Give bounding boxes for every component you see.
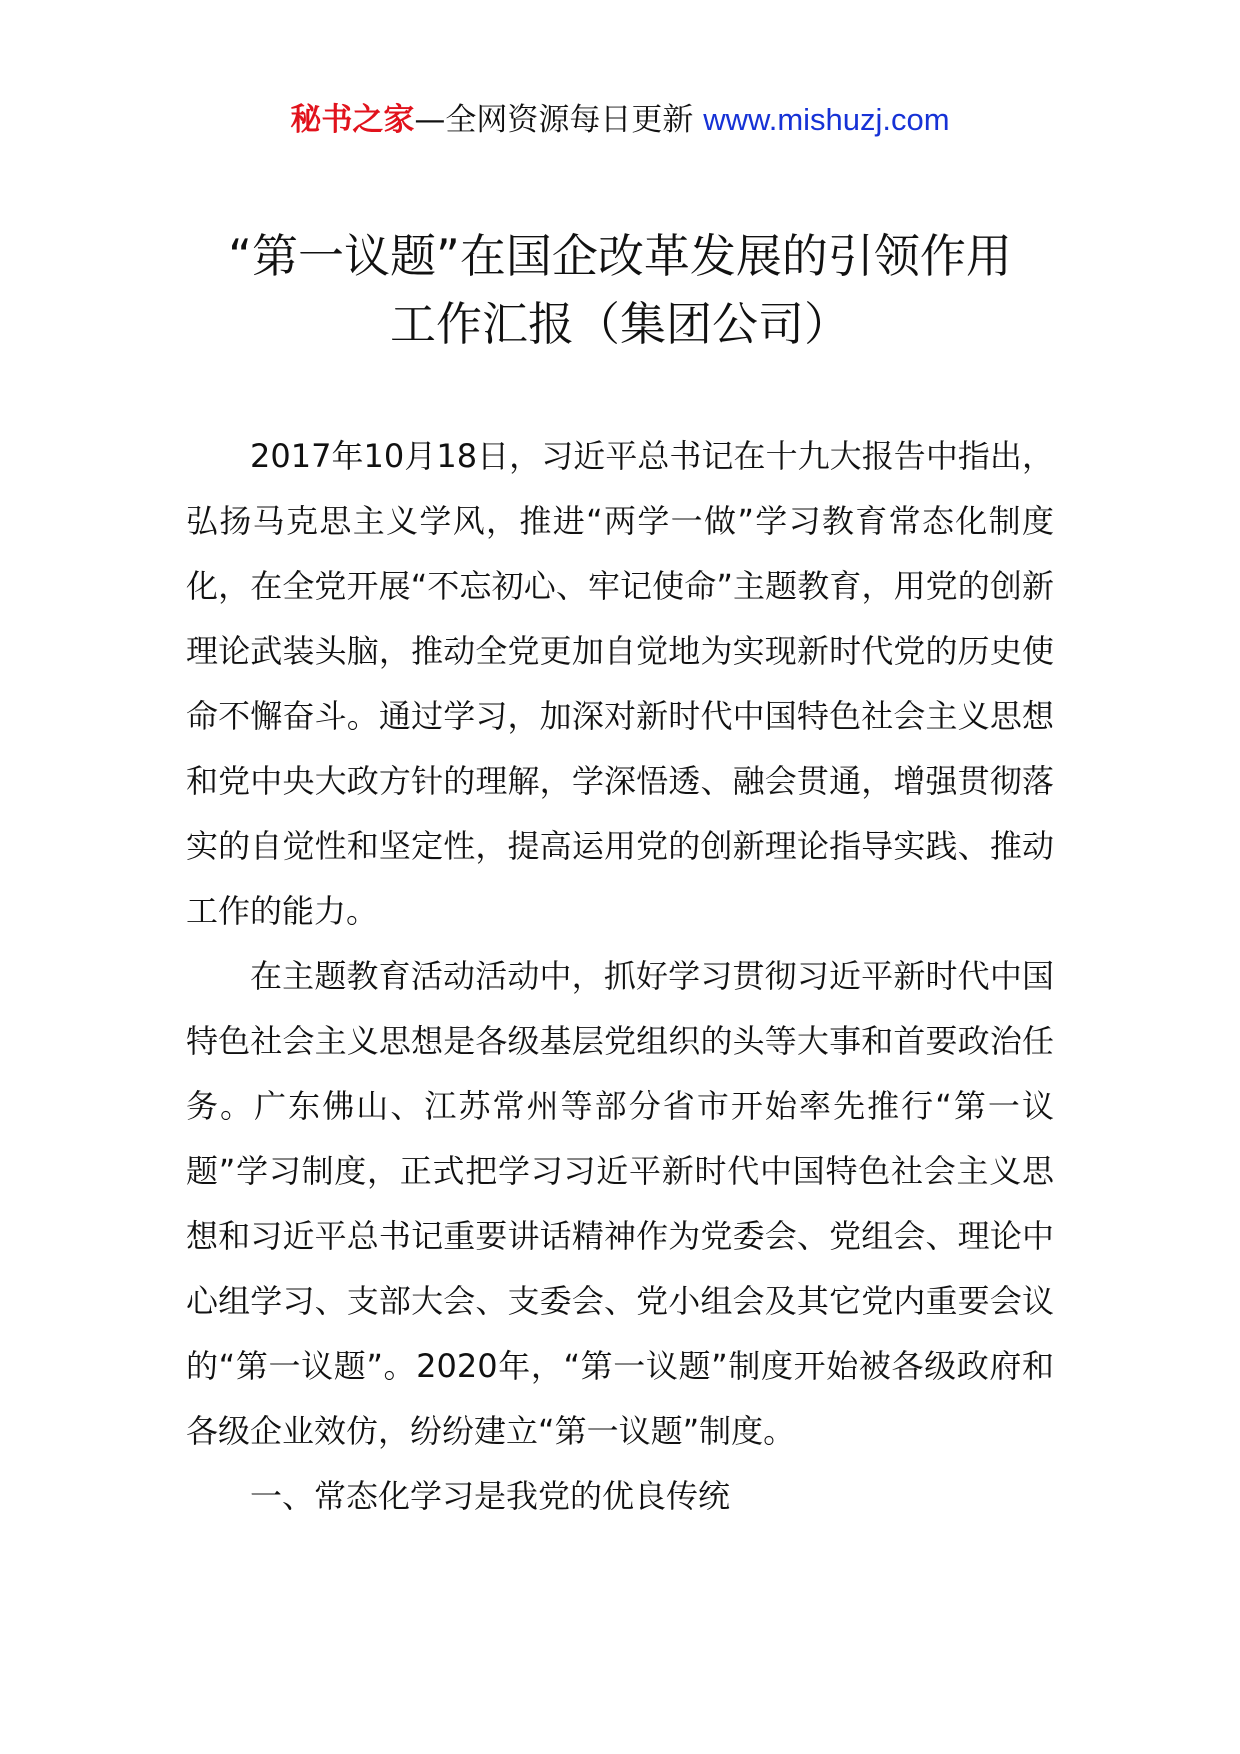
brand-name: 秘书之家 (290, 102, 415, 138)
title-line-2: 工作汇报（集团公司） (390, 297, 850, 351)
header-slogan: —全网资源每日更新 (414, 102, 694, 138)
paragraph-2: 在主题教育活动活动中，抓好学习贯彻习近平新时代中国特色社会主义思想是各级基层党组织的头等大事和首要政治任务。广东佛山、江苏常州等部分省市开始率先推行“第一议题”学习制度，正式把学习习近平新时代中国特色社会主义思想和习近平总书记重要讲话精神作为党委会、党组会、理论中心组学习、支部大会、支委会、党小组会及其它党内重要会议的“第一议题”。2020年，“第一议题”制度开始被各级政府和各级企业效仿，纷纷建立“第一议题”制度。 (186, 957, 1054, 1450)
paragraph-1: 2017年10月18日，习近平总书记在十九大报告中指出，弘扬马克思主义学风，推进“两学一做”学习教育常态化制度化，在全党开展“不忘初心、牢记使命”主题教育，用党的创新理论武装头脑，推动全党更加自觉地为实现新时代党的历史使命不懈奋斗。通过学习，加深对新时代中国特色社会主义思想和党中央大政方针的理解，学深悟透、融会贯通，增强贯彻落实的自觉性和坚定性，提高运用党的创新理论指导实践、推动工作的能力。 (186, 437, 1054, 930)
document-title (0, 222, 1240, 358)
site-url-link[interactable]: www.mishuzj.com (703, 102, 950, 137)
title-line-1: “第一议题”在国企改革发展的引领作用 (228, 229, 1012, 283)
section-heading-1: 一、常态化学习是我党的优良传统 (250, 1477, 731, 1515)
site-header (0, 98, 1240, 142)
document-body (186, 424, 1054, 1529)
